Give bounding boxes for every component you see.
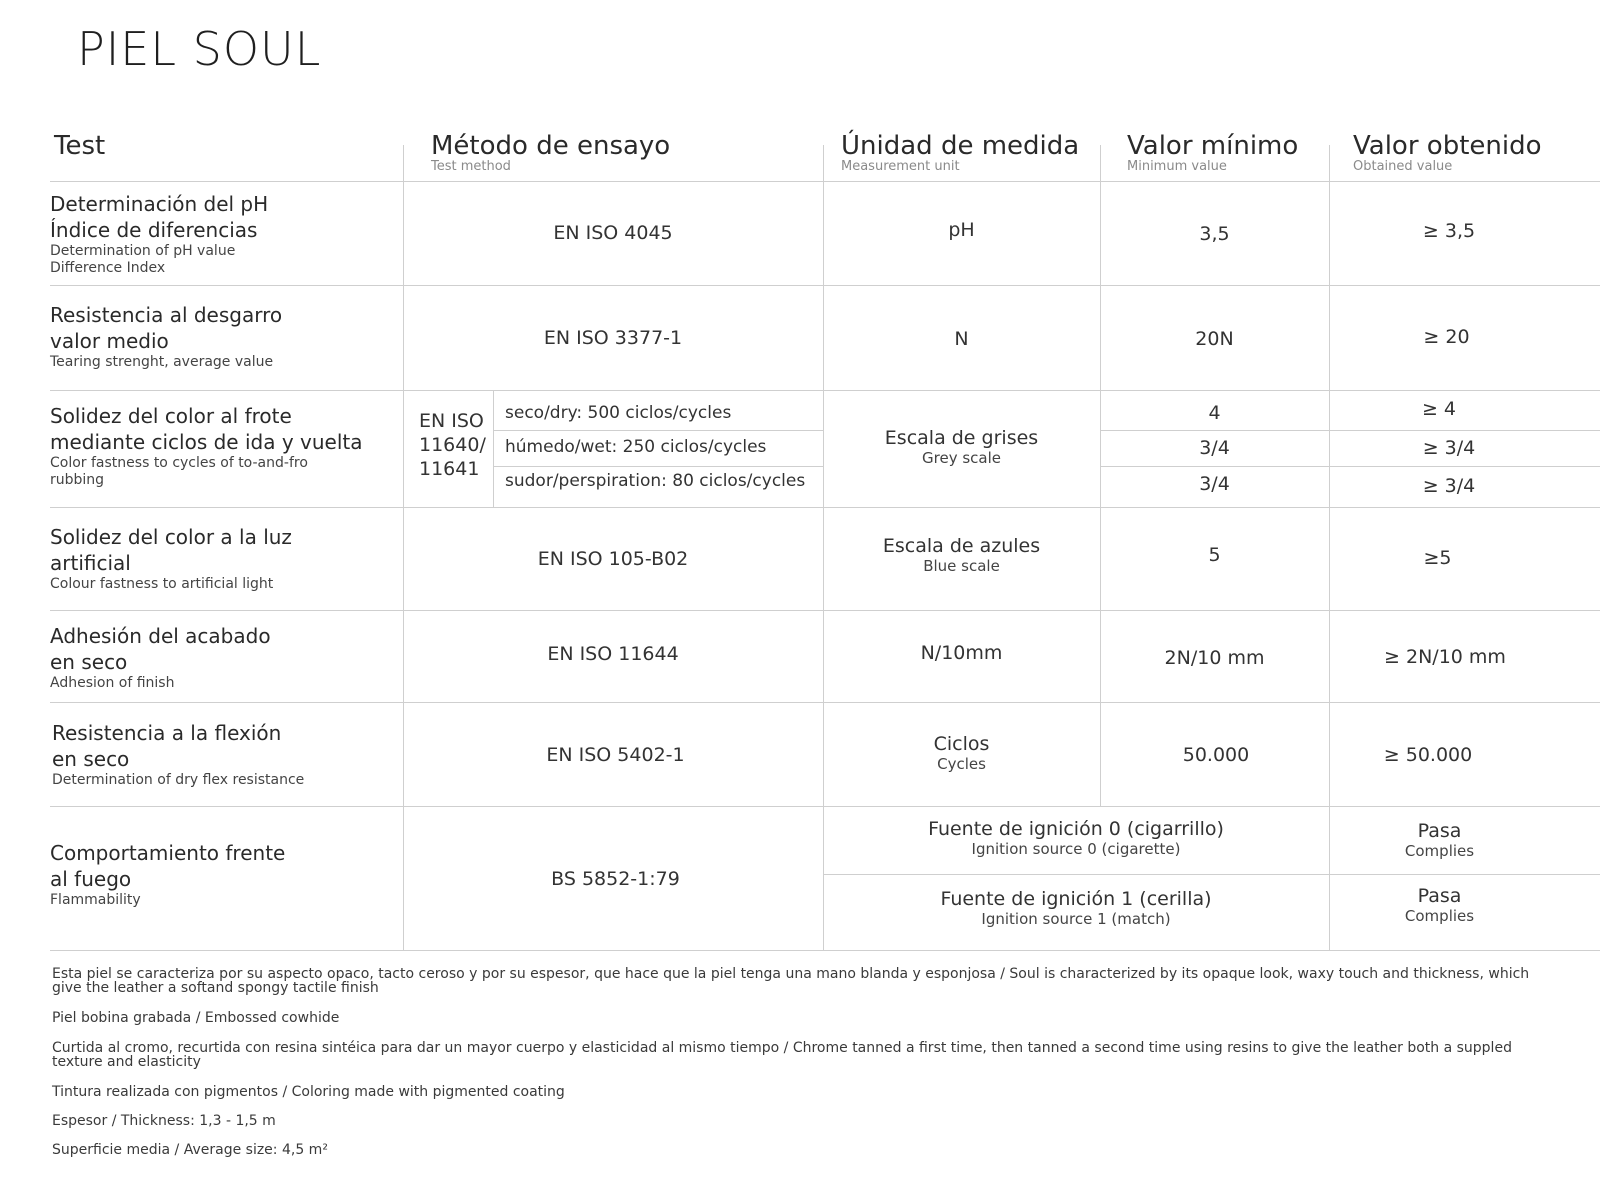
obtained-rub-wet: ≥ 3/4 bbox=[1422, 437, 1476, 459]
test-fire: Comportamiento frente al fuego Flammability bbox=[50, 841, 286, 908]
min-tear: 20N bbox=[1195, 328, 1234, 350]
note-embossed: Piel bobina grabada / Embossed cowhide bbox=[52, 1010, 340, 1026]
header-test: Test bbox=[54, 131, 106, 161]
method-tear: EN ISO 3377-1 bbox=[543, 327, 683, 349]
rub-wet: húmedo/wet: 250 ciclos/cycles bbox=[505, 437, 767, 457]
note-coloring: Tintura realizada con pigmentos / Coloring made with pigmented coating bbox=[52, 1084, 565, 1100]
divider bbox=[493, 466, 823, 467]
method-flex: EN ISO 5402-1 bbox=[546, 744, 685, 766]
header-method: Método de ensayo Test method bbox=[431, 131, 671, 174]
ignition-source-1: Fuente de ignición 1 (cerilla) Ignition source 1 (match) bbox=[940, 888, 1212, 928]
method-adhesion: EN ISO 11644 bbox=[547, 643, 679, 665]
obtained-tear: ≥ 20 bbox=[1423, 326, 1470, 348]
unit-adhesion: N/10mm bbox=[920, 642, 1003, 664]
method-fire: BS 5852-1:79 bbox=[551, 868, 680, 890]
obtained-flex: ≥ 50.000 bbox=[1383, 744, 1473, 766]
min-adhesion: 2N/10 mm bbox=[1164, 647, 1265, 669]
min-ph: 3,5 bbox=[1199, 223, 1230, 245]
divider bbox=[50, 285, 1600, 286]
min-rub-perspiration: 3/4 bbox=[1199, 473, 1230, 495]
min-light: 5 bbox=[1208, 544, 1221, 566]
divider bbox=[50, 390, 1600, 391]
unit-rub: Escala de grises Grey scale bbox=[884, 427, 1039, 467]
divider bbox=[50, 806, 1600, 807]
obtained-rub-perspiration: ≥ 3/4 bbox=[1422, 475, 1476, 497]
min-flex: 50.000 bbox=[1182, 744, 1250, 766]
divider bbox=[493, 430, 823, 431]
min-rub-wet: 3/4 bbox=[1199, 437, 1230, 459]
header-min: Valor mínimo Minimum value bbox=[1127, 131, 1299, 174]
test-rub: Solidez del color al frote mediante ciclos de ida y vuelta Color fastness to cycles of to-and-fro rubbing bbox=[50, 404, 363, 488]
ignition-source-0: Fuente de ignición 0 (cigarrillo) Ignition source 0 (cigarette) bbox=[928, 818, 1224, 858]
divider bbox=[50, 610, 1600, 611]
rub-perspiration: sudor/perspiration: 80 ciclos/cycles bbox=[505, 471, 806, 491]
divider bbox=[493, 390, 494, 507]
test-adhesion: Adhesión del acabado en seco Adhesion of finish bbox=[50, 624, 271, 691]
unit-flex: Ciclos Cycles bbox=[933, 733, 990, 773]
page-title: PIEL SOUL bbox=[77, 22, 322, 76]
test-light: Solidez del color a la luz artificial Colour fastness to artificial light bbox=[50, 525, 292, 592]
unit-tear: N bbox=[954, 328, 969, 350]
divider bbox=[1100, 430, 1600, 431]
obtained-light: ≥5 bbox=[1423, 547, 1452, 569]
method-rub: EN ISO 11640/ 11641 bbox=[419, 410, 486, 480]
result-source-1: Pasa Complies bbox=[1404, 885, 1475, 925]
divider bbox=[50, 181, 1600, 182]
min-rub-dry: 4 bbox=[1208, 402, 1221, 424]
obtained-rub-dry: ≥ 4 bbox=[1421, 398, 1457, 420]
method-light: EN ISO 105-B02 bbox=[537, 548, 689, 570]
note-description: Esta piel se caracteriza por su aspecto opaco, tacto ceroso y por su espesor, que hace que la piel tenga una mano blanda y esponjosa / Soul is characterized by its opaque look, waxy touch and thickness, which give the leather a softand spongy tactile finish bbox=[52, 966, 1530, 996]
test-ph: Determinación del pH Índice de diferencias Determination of pH value Difference Index bbox=[50, 192, 269, 276]
header-unit: Únidad de medida Measurement unit bbox=[841, 131, 1080, 174]
note-tanning: Curtida al cromo, recurtida con resina sintéica para dar un mayor cuerpo y elasticidad al mismo tiempo / Chrome tanned a first time, then tanned a second time using resins to give the leather both a suppled texture and elasticity bbox=[52, 1040, 1512, 1070]
note-thickness: Espesor / Thickness: 1,3 - 1,5 m bbox=[52, 1113, 276, 1129]
divider bbox=[823, 874, 1600, 875]
unit-light: Escala de azules Blue scale bbox=[882, 535, 1041, 575]
divider bbox=[50, 507, 1600, 508]
unit-ph: pH bbox=[948, 219, 975, 241]
result-source-0: Pasa Complies bbox=[1404, 820, 1475, 860]
divider bbox=[50, 950, 1600, 951]
divider bbox=[1100, 466, 1600, 467]
obtained-adhesion: ≥ 2N/10 mm bbox=[1384, 646, 1506, 668]
rub-dry: seco/dry: 500 ciclos/cycles bbox=[505, 403, 732, 423]
test-tear: Resistencia al desgarro valor medio Tearing strenght, average value bbox=[50, 303, 283, 370]
test-flex: Resistencia a la flexión en seco Determination of dry flex resistance bbox=[52, 721, 305, 788]
header-obtained: Valor obtenido Obtained value bbox=[1353, 131, 1542, 174]
divider bbox=[50, 702, 1600, 703]
method-ph: EN ISO 4045 bbox=[553, 222, 673, 244]
note-size: Superficie media / Average size: 4,5 m² bbox=[52, 1142, 328, 1158]
obtained-ph: ≥ 3,5 bbox=[1422, 220, 1476, 242]
